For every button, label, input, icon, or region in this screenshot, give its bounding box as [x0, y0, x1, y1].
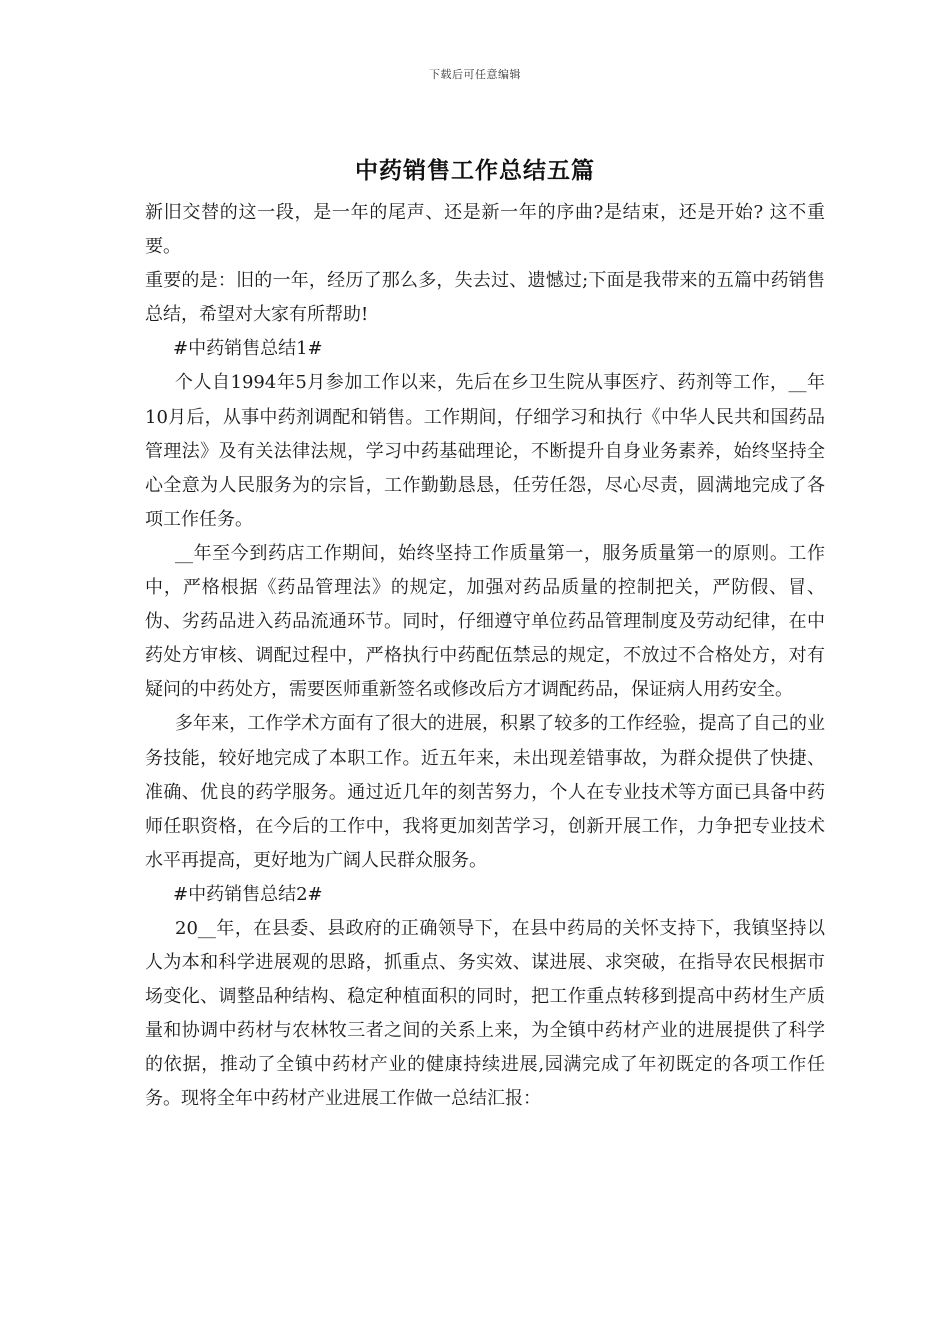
section-heading-1: #中药销售总结1#: [173, 338, 323, 360]
header-note: 下载后可任意编辑: [429, 68, 521, 81]
body-paragraph: 20__年，在县委、县政府的正确领导下，在县中药局的关怀支持下，我镇坚持以人为本和科学进展观的思路，抓重点、务实效、谋进展、求突破，在指导农民根据市场变化、调整品种结构、稳定种植面积的同时，把工作重点转移到提高中药材生产质量和协调中药材与农林牧三者之间的关系上来，为全镇中药材产业的进展提供了科学的依据，推动了全镇中药材产业的健康持续进展,园满完成了年初既定的各项工作任务。现将全年中药材产业进展工作做一总结汇报：: [145, 917, 825, 1110]
section-heading-2: #中药销售总结2#: [173, 883, 323, 905]
body-paragraph: 个人自1994年5月参加工作以来，先后在乡卫生院从事医疗、药剂等工作，__年10月后，从事中药剂调配和销售。工作期间，仔细学习和执行《中华人民共和国药品管理法》及有关法律法规，学习中药基础理论，不断提升自身业务素养，始终坚持全心全意为人民服务为的宗旨，工作勤勤恳恳，任劳任怨，尽心尽责，圆满地完成了各项工作任务。: [145, 372, 825, 530]
document-title: 中药销售工作总结五篇: [355, 157, 595, 184]
body-paragraph: 多年来，工作学术方面有了很大的进展，积累了较多的工作经验，提高了自己的业务技能，较好地完成了本职工作。近五年来，未出现差错事故，为群众提供了快捷、准确、优良的药学服务。通过近几年的刻苦努力，个人在专业技术等方面已具备中药师任职资格，在今后的工作中，我将更加刻苦学习，创新开展工作，力争把专业技术水平再提高，更好地为广阔人民群众服务。: [145, 713, 825, 871]
document-body: [145, 196, 825, 1117]
intro-paragraph-2: 重要的是：旧的一年，经历了那么多，失去过、遗憾过;下面是我带来的五篇中药销售总结，希望对大家有所帮助!: [145, 270, 825, 326]
body-paragraph: __年至今到药店工作期间，始终坚持工作质量第一，服务质量第一的原则。工作中，严格根据《药品管理法》的规定，加强对药品质量的控制把关，严防假、冒、伪、劣药品进入药品流通环节。同时，仔细遵守单位药品管理制度及劳动纪律，在中药处方审核、调配过程中，严格执行中药配伍禁忌的规定，不放过不合格处方，对有疑问的中药处方，需要医师重新签名或修改后方才调配药品，保证病人用药安全。: [145, 542, 825, 701]
intro-paragraph-1: 新旧交替的这一段，是一年的尾声、还是新一年的序曲?是结束，还是开始? 这不重要。: [145, 202, 825, 258]
